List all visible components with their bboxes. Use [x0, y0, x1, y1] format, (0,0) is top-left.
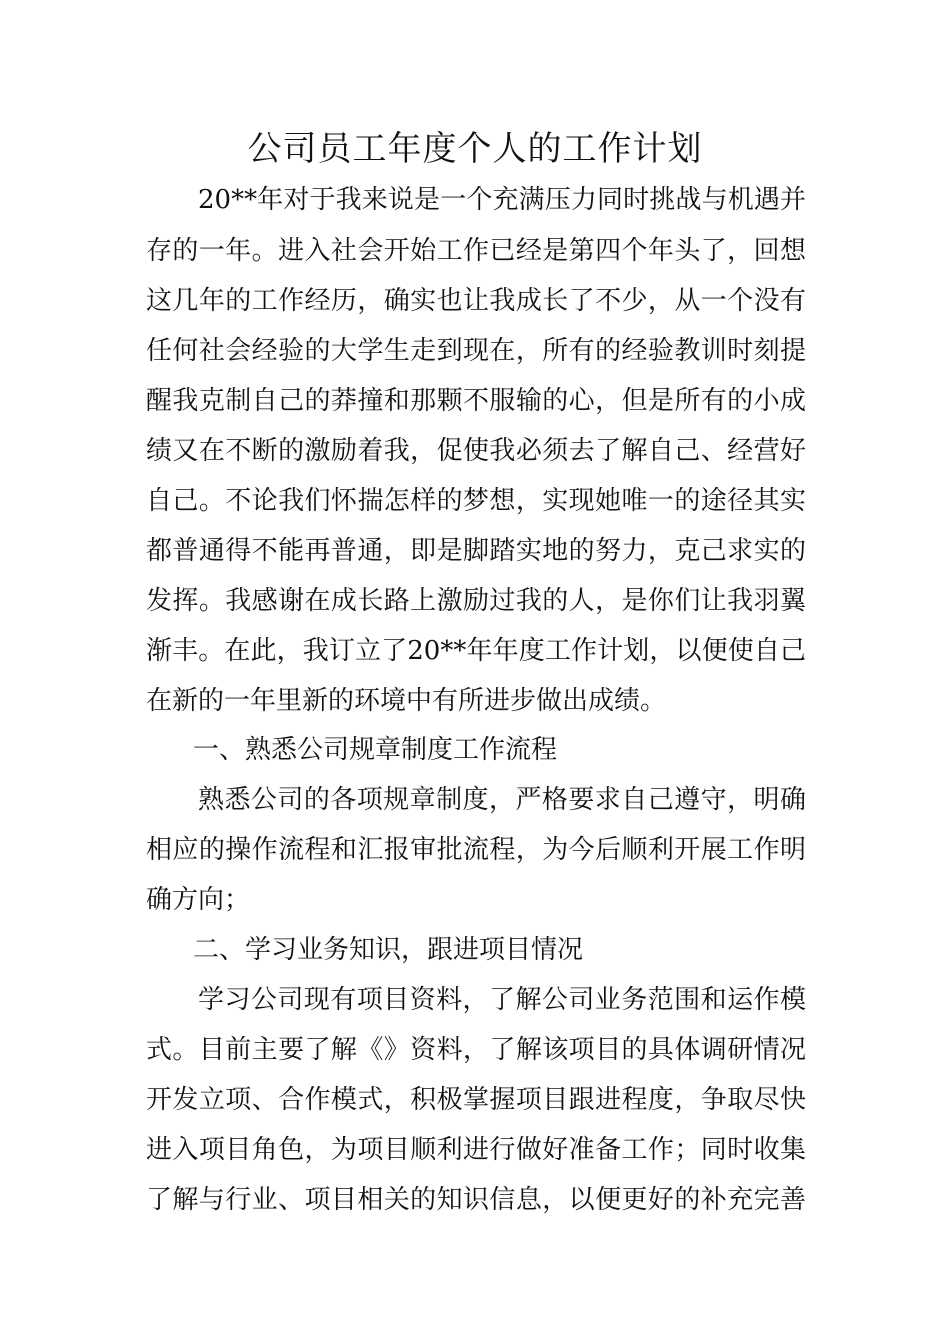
- section-heading-1: 一、熟悉公司规章制度工作流程: [193, 735, 558, 765]
- paragraph-3-line-3: 开发立项、合作模式，积极掌握项目跟进程度，争取尽快: [146, 1085, 806, 1115]
- document-title: 公司员工年度个人的工作计划: [247, 129, 703, 169]
- paragraph-2-line-3: 确方向；: [146, 885, 251, 915]
- paragraph-1-line-10: 渐丰。在此，我订立了20**年年度工作计划，以便使自己: [146, 636, 806, 666]
- paragraph-1-line-2: 存的一年。进入社会开始工作已经是第四个年头了，回想: [146, 236, 806, 266]
- paragraph-1-line-5: 醒我克制自己的莽撞和那颗不服输的心，但是所有的小成: [146, 386, 806, 416]
- paragraph-1-line-9: 发挥。我感谢在成长路上激励过我的人，是你们让我羽翼: [146, 586, 806, 616]
- paragraph-2-line-1: 熟悉公司的各项规章制度，严格要求自己遵守，明确: [198, 785, 806, 815]
- paragraph-2-line-2: 相应的操作流程和汇报审批流程，为今后顺利开展工作明: [146, 835, 806, 865]
- paragraph-1-line-1: 20**年对于我来说是一个充满压力同时挑战与机遇并: [198, 185, 806, 215]
- paragraph-1-line-4: 任何社会经验的大学生走到现在，所有的经验教训时刻提: [146, 336, 806, 366]
- section-heading-2: 二、学习业务知识，跟进项目情况: [193, 935, 584, 965]
- paragraph-1-line-3: 这几年的工作经历，确实也让我成长了不少，从一个没有: [146, 286, 806, 316]
- paragraph-1-line-8: 都普通得不能再普通，即是脚踏实地的努力，克己求实的: [146, 536, 806, 566]
- paragraph-3-line-1: 学习公司现有项目资料，了解公司业务范围和运作模: [198, 985, 806, 1015]
- paragraph-3-line-4: 进入项目角色，为项目顺利进行做好准备工作；同时收集: [146, 1135, 806, 1165]
- paragraph-3-line-5: 了解与行业、项目相关的知识信息，以便更好的补充完善: [146, 1185, 806, 1215]
- paragraph-1-line-11: 在新的一年里新的环境中有所进步做出成绩。: [146, 686, 667, 716]
- paragraph-1-line-7: 自己。不论我们怀揣怎样的梦想，实现她唯一的途径其实: [146, 486, 806, 516]
- paragraph-1-line-6: 绩又在不断的激励着我，促使我必须去了解自己、经营好: [146, 436, 806, 466]
- paragraph-3-line-2: 式。目前主要了解《》资料，了解该项目的具体调研情况: [146, 1035, 806, 1065]
